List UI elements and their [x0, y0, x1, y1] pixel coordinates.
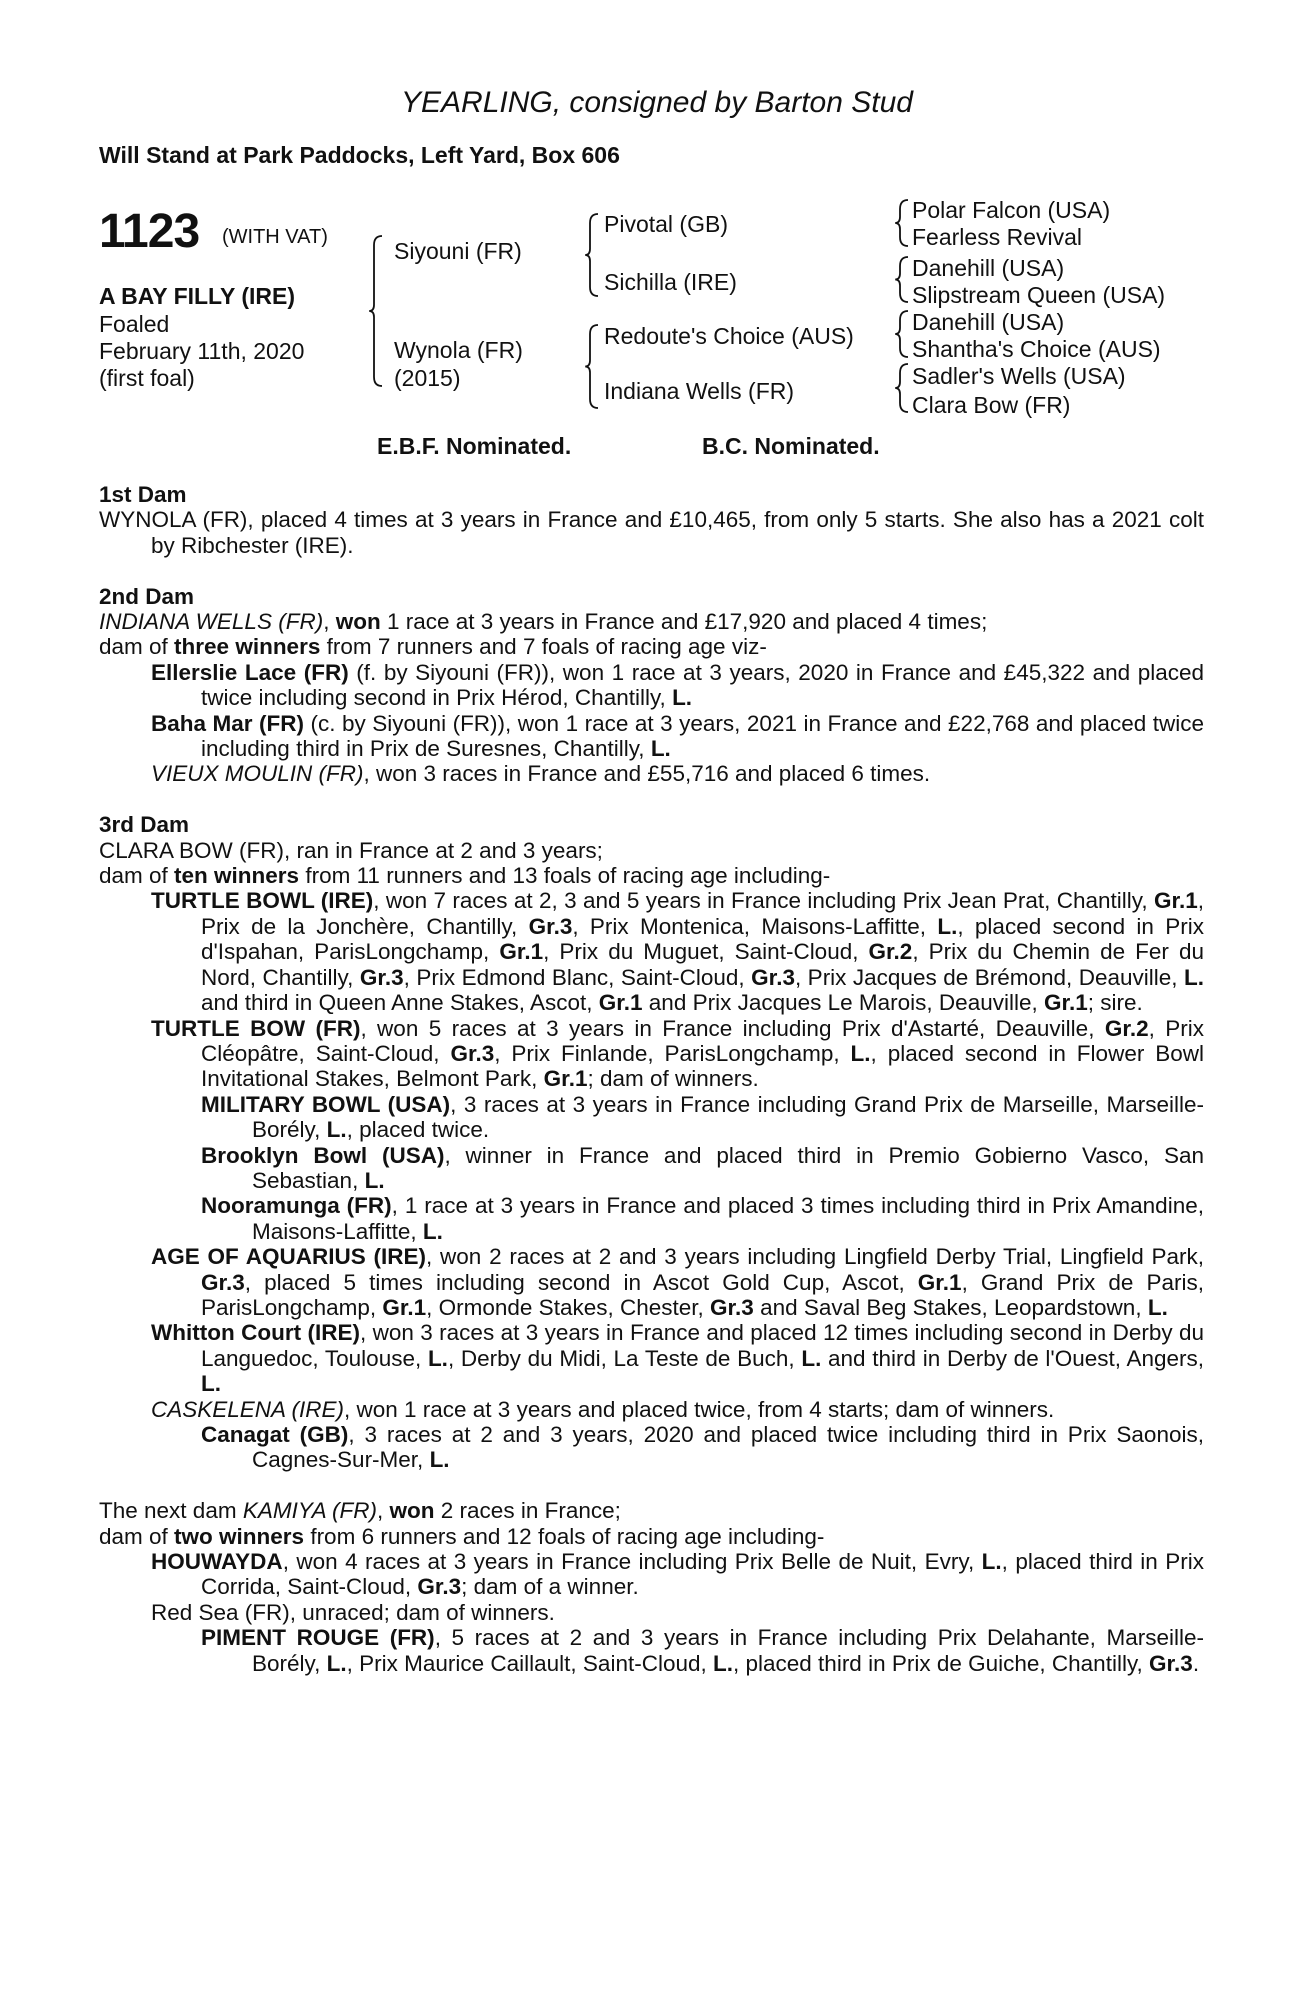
bold-text: L.: [422, 1218, 443, 1244]
italic-text: KAMIYA (FR): [242, 1498, 378, 1524]
pedigree-dam-dam: Indiana Wells (FR): [604, 378, 795, 404]
text-run: , won 4 races at 3 years in France including Prix Belle de Nuit, Evry,: [282, 1549, 982, 1575]
brace-icon: [585, 325, 598, 408]
bold-text: Gr.2: [1104, 1015, 1149, 1041]
pedigree-sire: Siyouni (FR): [394, 238, 522, 264]
produce-entry: [99, 1498, 1204, 1523]
text-run: , Grand Prix de Paris, ParisLongchamp,: [201, 1269, 1204, 1320]
text-run: CLARA BOW (FR), ran in France at 2 and 3 years;: [99, 837, 603, 863]
text-run: dam of: [99, 634, 175, 660]
text-run: , Prix Montenica, Maisons-Laffitte,: [572, 913, 938, 939]
text-run: , won 3 races at 3 years in France and placed 12 times including second in Derby du Languedoc, Toulouse,: [201, 1320, 1205, 1371]
pedigree-gen3: Slipstream Queen (USA): [912, 282, 1166, 308]
produce-entry: [99, 1320, 1204, 1396]
bold-text: L.: [850, 1040, 871, 1066]
dam-section: [99, 482, 1204, 558]
bold-text: three winners: [174, 634, 321, 660]
produce-entry: [99, 1016, 1204, 1092]
produce-entry: [99, 1524, 1204, 1549]
brace-icon: [895, 257, 908, 302]
bold-text: L.: [1147, 1294, 1168, 1320]
produce-entry: [99, 1625, 1204, 1676]
produce-entry: [99, 660, 1204, 711]
text-run: ; dam of a winner.: [461, 1574, 639, 1600]
foal-note: (first foal): [99, 365, 195, 391]
text-run: from 7 runners and 7 foals of racing age viz-: [320, 634, 767, 660]
bold-text: TURTLE BOWL (IRE): [151, 888, 374, 914]
bc-nomination: B.C. Nominated.: [702, 433, 880, 459]
bold-text: L.: [672, 685, 693, 711]
produce-entry: [99, 1600, 1204, 1625]
pedigree-dam-year: (2015): [394, 365, 461, 391]
bold-text: Brooklyn Bowl (USA): [201, 1142, 445, 1168]
produce-entry: [99, 1092, 1204, 1143]
produce-entry: [99, 1397, 1204, 1422]
produce-entry: [99, 1244, 1204, 1320]
text-run: , placed second in Prix d'Ispahan, ParisLongchamp,: [201, 913, 1204, 965]
text-run: ,: [323, 609, 336, 635]
bold-text: MILITARY BOWL (USA): [201, 1091, 451, 1117]
stand-location: Will Stand at Park Paddocks, Left Yard, Box 606: [99, 142, 620, 168]
produce-entry: [99, 507, 1204, 558]
bold-text: L.: [201, 1371, 221, 1397]
produce-entry: [99, 838, 1204, 863]
bold-text: won: [389, 1498, 435, 1524]
pedigree-sire-dam: Sichilla (IRE): [604, 269, 737, 295]
text-run: , Prix Edmond Blanc, Saint-Cloud,: [403, 964, 752, 990]
bold-text: Gr.1: [1153, 888, 1198, 914]
text-run: dam of: [99, 1523, 175, 1549]
text-run: ; dam of winners.: [587, 1066, 759, 1092]
text-run: 2 races in France;: [434, 1498, 621, 1524]
foaled-label: Foaled: [99, 311, 170, 337]
dam-section: [99, 812, 1204, 1473]
pedigree-dam-sire: Redoute's Choice (AUS): [604, 323, 854, 349]
brace-icon: [895, 364, 908, 412]
bold-text: Gr.3: [201, 1269, 245, 1295]
text-run: from 11 runners and 13 foals of racing age including-: [299, 863, 831, 889]
ebf-nomination: E.B.F. Nominated.: [377, 433, 572, 459]
bold-text: Canagat (GB): [201, 1422, 349, 1447]
bold-text: Ellerslie Lace (FR): [151, 659, 349, 685]
text-run: (f. by Siyouni (FR)), won 1 race at 3 years, 2020 in France and £45,322 and placed twice including second in Prix Hérod, Chantilly,: [201, 659, 1204, 711]
pedigree-sire-sire: Pivotal (GB): [604, 211, 728, 237]
bold-text: Gr.3: [450, 1040, 495, 1066]
bold-text: Nooramunga (FR): [201, 1193, 392, 1219]
text-run: , Prix Cléopâtre, Saint-Cloud,: [201, 1015, 1204, 1066]
text-run: , 3 races at 2 and 3 years, 2020 and placed twice including third in Prix Saonois, Cagnes-Sur-Mer,: [252, 1422, 1204, 1473]
text-run: and third in Derby de l'Ouest, Angers,: [821, 1345, 1204, 1371]
text-run: , 1 race at 3 years in France and placed 3 times including third in Prix Amandine, Maisons-Laffitte,: [252, 1193, 1204, 1244]
produce-entry: [99, 1143, 1204, 1194]
bold-text: L.: [326, 1117, 347, 1143]
produce-entry: [99, 609, 1204, 634]
italic-text: CASKELENA (IRE): [151, 1396, 344, 1422]
bold-text: L.: [713, 1650, 733, 1676]
italic-text: VIEUX MOULIN (FR): [151, 761, 364, 787]
bold-text: L.: [801, 1345, 822, 1371]
catalogue-title: YEARLING, consigned by Barton Stud: [401, 86, 913, 119]
pedigree-gen3: Danehill (USA): [912, 309, 1065, 335]
vat-note: (WITH VAT): [222, 226, 328, 248]
text-run: and Saval Beg Stakes, Leopardstown,: [753, 1294, 1148, 1320]
foaled-date: February 11th, 2020: [99, 338, 305, 364]
pedigree-gen3: Shantha's Choice (AUS): [912, 336, 1161, 362]
text-run: , placed 5 times including second in Ascot Gold Cup, Ascot,: [244, 1269, 918, 1295]
produce-entry: [99, 634, 1204, 659]
bold-text: L.: [326, 1650, 347, 1676]
produce-entry: [99, 761, 1204, 786]
text-run: ; sire.: [1087, 990, 1143, 1016]
bold-text: Gr.1: [1044, 990, 1088, 1016]
text-run: , won 5 races at 3 years in France including Prix d'Astarté, Deauville,: [360, 1015, 1105, 1041]
text-run: , Prix de la Jonchère, Chantilly,: [201, 888, 1204, 939]
pedigree-gen3: Danehill (USA): [912, 255, 1065, 281]
pedigree-gen3: Fearless Revival: [912, 224, 1082, 250]
bold-text: Gr.1: [917, 1269, 962, 1295]
brace-icon: [585, 214, 598, 296]
text-run: , won 2 races at 2 and 3 years including Lingfield Derby Trial, Lingfield Park,: [426, 1244, 1204, 1270]
bold-text: L.: [937, 913, 958, 939]
bold-text: Gr.1: [382, 1294, 427, 1320]
bold-text: Gr.3: [359, 964, 404, 990]
text-run: , Prix Jacques de Brémond, Deauville,: [794, 964, 1184, 990]
bold-text: HOUWAYDA: [151, 1549, 283, 1575]
section-heading: 1st Dam: [99, 482, 187, 507]
bold-text: L.: [429, 1447, 450, 1473]
text-run: , won 7 races at 2, 3 and 5 years in France including Prix Jean Prat, Chantilly,: [373, 888, 1154, 914]
produce-entry: [99, 863, 1204, 888]
bold-text: ten winners: [174, 863, 300, 889]
text-run: The next dam: [99, 1498, 243, 1524]
text-run: , placed third in Prix de Guiche, Chantilly,: [733, 1650, 1150, 1676]
bold-text: Gr.3: [417, 1574, 462, 1600]
text-run: , Prix Maurice Caillault, Saint-Cloud,: [346, 1650, 713, 1676]
text-run: , Derby du Midi, La Teste de Buch,: [447, 1345, 802, 1371]
italic-text: INDIANA WELLS (FR): [99, 609, 324, 635]
bold-text: Gr.1: [598, 990, 643, 1016]
text-run: , winner in France and placed third in Premio Gobierno Vasco, San Sebastian,: [252, 1142, 1204, 1193]
bold-text: Gr.2: [868, 939, 913, 965]
produce-entry: [99, 1549, 1204, 1600]
text-run: , placed second in Flower Bowl Invitational Stakes, Belmont Park,: [201, 1040, 1204, 1092]
bold-text: TURTLE BOW (FR): [151, 1015, 361, 1041]
text-run: (c. by Siyouni (FR)), won 1 race at 3 years, 2021 in France and £22,768 and placed twice including third in Prix de Suresnes, Chantilly,: [201, 710, 1204, 762]
section-heading: 3rd Dam: [99, 812, 190, 838]
bold-text: L.: [1184, 964, 1204, 990]
bold-text: L.: [427, 1345, 448, 1371]
text-run: , placed twice.: [346, 1117, 490, 1143]
produce-entry: [99, 888, 1204, 1015]
brace-icon: [369, 236, 382, 386]
text-run: , won 1 race at 3 years and placed twice, from 4 starts; dam of winners.: [343, 1396, 1055, 1422]
brace-icon: [895, 200, 908, 246]
text-run: , 3 races at 3 years in France including Grand Prix de Marseille, Marseille-Borély,: [252, 1091, 1204, 1143]
lot-number: 1123: [99, 205, 200, 258]
bold-text: Whitton Court (IRE): [151, 1320, 360, 1346]
text-run: WYNOLA (FR), placed 4 times at 3 years in France and £10,465, from only 5 starts. She also has a 2021 colt by Ribchester (IRE).: [99, 507, 1204, 558]
text-run: and third in Queen Anne Stakes, Ascot,: [201, 990, 599, 1016]
pedigree-gen3: Polar Falcon (USA): [912, 197, 1111, 223]
bold-text: Gr.1: [543, 1066, 588, 1092]
bold-text: PIMENT ROUGE (FR): [201, 1625, 435, 1651]
brace-icon: [895, 311, 908, 357]
text-run: from 6 runners and 12 foals of racing age including-: [304, 1523, 825, 1549]
bold-text: Gr.1: [499, 939, 544, 965]
text-run: , placed third in Prix Corrida, Saint-Cloud,: [201, 1549, 1204, 1600]
produce-record: [99, 482, 1204, 1701]
text-run: , Prix du Muguet, Saint-Cloud,: [543, 939, 869, 965]
section-heading: 2nd Dam: [99, 583, 195, 609]
text-run: ,: [377, 1498, 390, 1524]
text-run: , 5 races at 2 and 3 years in France including Prix Delahante, Marseille-Borély,: [252, 1625, 1204, 1676]
text-run: , won 3 races in France and £55,716 and placed 6 times.: [363, 761, 931, 787]
bold-text: Gr.3: [528, 913, 573, 939]
text-run: , Ormonde Stakes, Chester,: [426, 1294, 711, 1320]
pedigree-gen3: Clara Bow (FR): [912, 392, 1071, 418]
bold-text: Gr.3: [1149, 1650, 1193, 1676]
dam-section: [99, 1498, 1204, 1676]
bold-text: L.: [981, 1549, 1002, 1575]
bold-text: Gr.3: [710, 1294, 754, 1320]
pedigree-dam: Wynola (FR): [394, 337, 523, 363]
bold-text: AGE OF AQUARIUS (IRE): [151, 1244, 426, 1270]
bold-text: Gr.3: [751, 964, 795, 990]
bold-text: won: [335, 609, 381, 635]
text-run: , Prix Finlande, ParisLongchamp,: [494, 1040, 851, 1066]
text-run: 1 race at 3 years in France and £17,920 and placed 4 times;: [380, 609, 988, 635]
produce-entry: [99, 1193, 1204, 1244]
bold-text: Baha Mar (FR): [151, 710, 305, 736]
text-run: , Prix du Chemin de Fer du Nord, Chantilly,: [201, 939, 1204, 990]
text-run: dam of: [99, 863, 175, 889]
bold-text: L.: [364, 1167, 385, 1193]
bold-text: two winners: [174, 1523, 305, 1549]
text-run: .: [1192, 1650, 1200, 1676]
text-run: Red Sea (FR), unraced; dam of winners.: [151, 1599, 555, 1625]
produce-entry: [99, 1422, 1204, 1473]
pedigree-gen3: Sadler's Wells (USA): [912, 363, 1126, 389]
horse-description: A BAY FILLY (IRE): [99, 283, 295, 309]
text-run: and Prix Jacques Le Marois, Deauville,: [642, 990, 1044, 1016]
pedigree-brackets: [0, 0, 1314, 480]
bold-text: L.: [650, 736, 671, 762]
dam-section: [99, 584, 1204, 787]
produce-entry: [99, 711, 1204, 762]
